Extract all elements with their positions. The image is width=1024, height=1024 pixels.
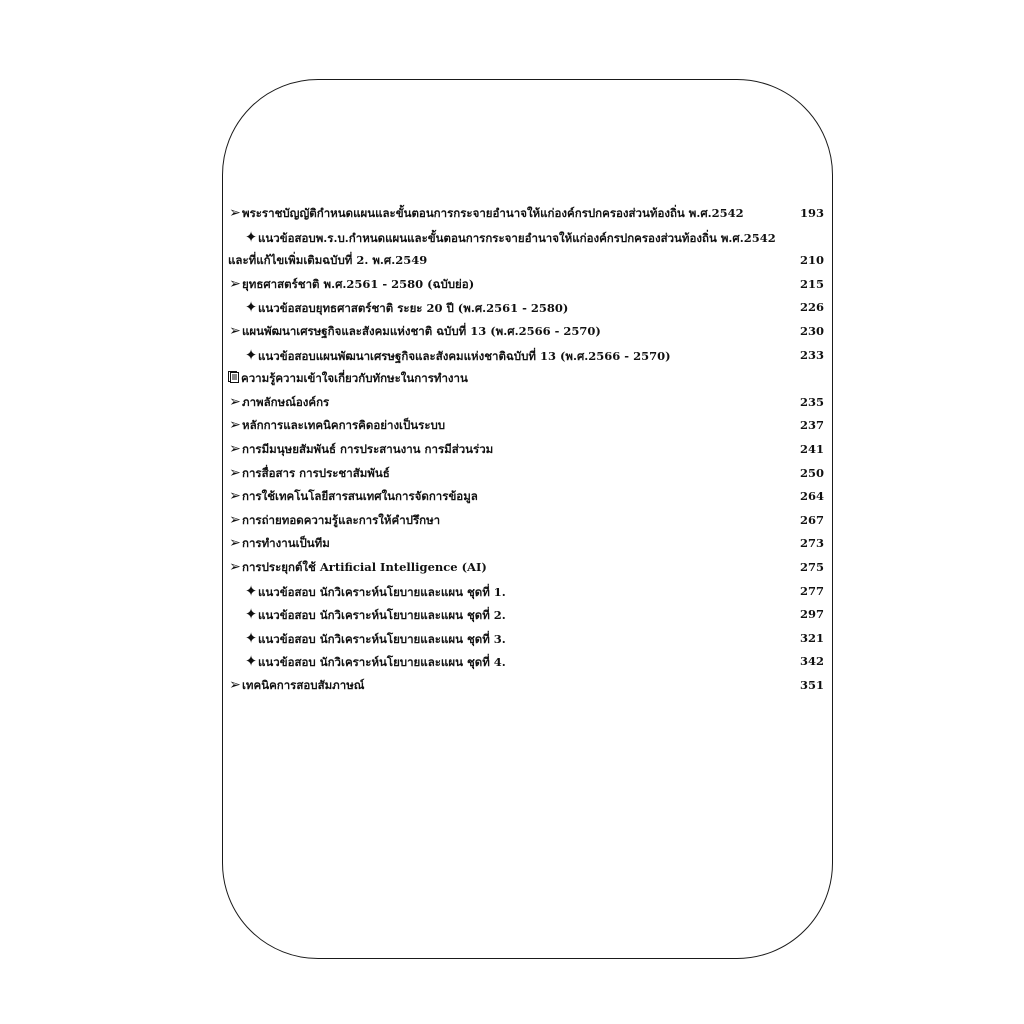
arrow-icon: ➢: [229, 417, 241, 434]
toc-entry: [228, 320, 824, 344]
star-icon: ✦: [244, 227, 258, 246]
toc-entry-page: 193: [799, 206, 824, 220]
toc-entry-page: 226: [799, 300, 824, 315]
toc-entry: [228, 462, 824, 486]
toc-entry: [228, 391, 824, 415]
toc-entry-title: เทคนิคการสอบสัมภาษณ์: [242, 677, 365, 692]
toc-entry: [228, 226, 824, 250]
toc-entry: [228, 650, 824, 674]
toc-entry-page: 342: [799, 654, 824, 669]
toc-section-title: ความรู้ความเข้าใจเกี่ยวกับทักษะในการทำงาน: [241, 371, 468, 386]
star-icon: ✦: [244, 628, 258, 647]
toc-entry: [228, 580, 824, 604]
star-icon: ✦: [244, 605, 258, 624]
toc-entry-title: แนวข้อสอบพ.ร.บ.กำหนดแผนและขั้นตอนการกระจายอำนาจให้แก่องค์กรปกครองส่วนท้องถิ่น พ.ศ.2542: [258, 230, 776, 245]
toc-entry-title: แนวข้อสอบ นักวิเคราะห์นโยบายและแผน ชุดที่ 2.: [258, 608, 506, 623]
toc-entry-page: 264: [799, 489, 824, 504]
arrow-icon: ➢: [229, 511, 241, 528]
toc-entry: [228, 674, 824, 698]
book-icon: [228, 371, 239, 383]
star-icon: ✦: [244, 298, 258, 317]
toc-entry: [228, 202, 824, 226]
toc-entry-title: ยุทธศาสตร์ชาติ พ.ศ.2561 - 2580 (ฉบับย่อ): [242, 276, 475, 291]
toc-entry-continuation: [228, 249, 824, 273]
toc-entry-page: 277: [799, 583, 824, 598]
toc-entry: [228, 414, 824, 438]
arrow-icon: ➢: [229, 535, 241, 552]
toc-entry-title: การมีมนุษยสัมพันธ์ การประสานงาน การมีส่วนร่วม: [242, 441, 494, 456]
toc-entry: [228, 344, 824, 368]
toc-entry-page: 241: [799, 441, 824, 456]
toc-entry: [228, 438, 824, 462]
toc-entry-title: การทำงานเป็นทีม: [242, 536, 330, 551]
toc-entry-title: การถ่ายทอดความรู้และการให้คำปรึกษา: [242, 512, 441, 527]
arrow-icon: ➢: [229, 275, 241, 292]
toc-section-heading: [228, 367, 824, 391]
toc-entry-page: 235: [799, 394, 824, 409]
toc-entry-title: การสื่อสาร การประชาสัมพันธ์: [242, 465, 390, 480]
star-icon: ✦: [244, 652, 258, 671]
arrow-icon: ➢: [229, 464, 241, 481]
toc-entry: [228, 556, 824, 580]
toc-entry-page: 250: [799, 465, 824, 480]
toc-entry-page: 267: [799, 512, 824, 527]
table-of-contents: [228, 202, 824, 697]
toc-entry: [228, 603, 824, 627]
toc-entry: [228, 296, 824, 320]
toc-entry: [228, 509, 824, 533]
toc-entry: [228, 532, 824, 556]
toc-entry-page: 237: [799, 418, 824, 433]
arrow-icon: ➢: [229, 558, 241, 575]
toc-entry-page: 273: [799, 536, 824, 551]
toc-entry-page: 210: [799, 253, 824, 268]
toc-entry-title: แนวข้อสอบ นักวิเคราะห์นโยบายและแผน ชุดที่ 4.: [258, 655, 506, 670]
arrow-icon: ➢: [229, 676, 241, 693]
toc-entry-title: แนวข้อสอบ นักวิเคราะห์นโยบายและแผน ชุดที่ 3.: [258, 631, 506, 646]
toc-entry-title: แนวข้อสอบยุทธศาสตร์ชาติ ระยะ 20 ปี (พ.ศ.2561 - 2580): [258, 301, 569, 316]
toc-entry-page: 321: [799, 630, 824, 645]
arrow-icon: ➢: [229, 488, 241, 505]
arrow-icon: ➢: [229, 322, 241, 339]
arrow-icon: ➢: [229, 440, 241, 457]
star-icon: ✦: [244, 345, 258, 364]
arrow-icon: ➢: [229, 393, 241, 410]
toc-entry-page: 233: [799, 347, 824, 362]
toc-entry-title: ภาพลักษณ์องค์กร: [242, 394, 330, 409]
toc-entry-page: 351: [799, 677, 824, 692]
toc-entry-title: พระราชบัญญัติกำหนดแผนและขั้นตอนการกระจายอำนาจให้แก่องค์กรปกครองส่วนท้องถิ่น พ.ศ.2542: [242, 206, 744, 220]
toc-entry-title: และที่แก้ไขเพิ่มเติมฉบับที่ 2. พ.ศ.2549: [228, 253, 428, 268]
toc-entry: [228, 273, 824, 297]
arrow-icon: ➢: [229, 205, 241, 221]
toc-entry: [228, 485, 824, 509]
star-icon: ✦: [244, 581, 258, 600]
toc-entry-title: แนวข้อสอบ นักวิเคราะห์นโยบายและแผน ชุดที่ 1.: [258, 584, 506, 599]
toc-entry-page: 230: [799, 323, 824, 338]
toc-entry-title: การใช้เทคโนโลยีสารสนเทศในการจัดการข้อมูล: [242, 489, 478, 504]
toc-entry-page: 275: [799, 559, 824, 574]
toc-entry-title: แผนพัฒนาเศรษฐกิจและสังคมแห่งชาติ ฉบับที่ 13 (พ.ศ.2566 - 2570): [242, 323, 601, 338]
toc-entry-page: 215: [799, 276, 824, 291]
toc-entry-title: หลักการและเทคนิคการคิดอย่างเป็นระบบ: [242, 418, 446, 433]
toc-entry-page: 297: [799, 607, 824, 622]
toc-entry: [228, 627, 824, 651]
toc-entry-title: การประยุกต์ใช้ Artificial Intelligence (AI): [242, 559, 487, 574]
toc-entry-title: แนวข้อสอบแผนพัฒนาเศรษฐกิจและสังคมแห่งชาติฉบับที่ 13 (พ.ศ.2566 - 2570): [258, 348, 671, 363]
